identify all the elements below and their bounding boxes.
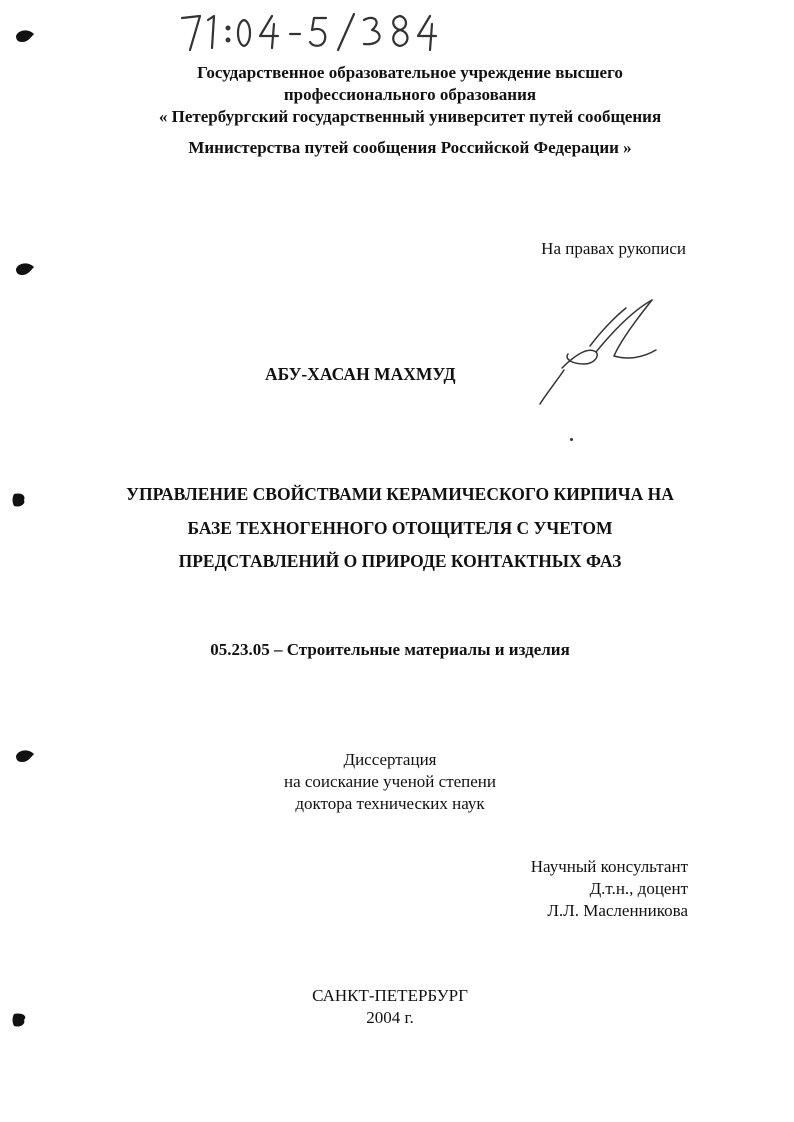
dissertation-type [190,749,590,815]
author-name: АБУ-ХАСАН МАХМУД [265,364,456,384]
title-line-3: ПРЕДСТАВЛЕНИЙ О ПРИРОДЕ КОНТАКТНЫХ ФАЗ [178,551,622,571]
consultant-line-2: Д.т.н., доцент [589,879,688,898]
dissertation-line-1: Диссертация [343,750,437,769]
consultant-line-3: Л.Л. Масленникова [547,901,688,920]
signature-icon [530,290,670,415]
institution-line-2: профессионального образования [283,85,537,104]
punch-mark-icon [14,28,36,44]
dissertation-title [60,478,740,579]
specialty-code: 05.23.05 – Строительные материалы и изделия [210,640,570,659]
punch-mark-icon [14,748,36,764]
handwritten-catalog-number [178,6,478,56]
rights-note: На правах рукописи [541,239,686,258]
institution-line-3: « Петербургский государственный университет путей сообщения [158,107,662,126]
consultant-line-1: Научный консультант [530,857,688,876]
punch-mark-icon [10,1012,32,1028]
title-line-1: УПРАВЛЕНИЕ СВОЙСТВАМИ КЕРАМИЧЕСКОГО КИРПИЧА НА [126,484,674,504]
institution-line-1: Государственное образовательное учреждение высшего [197,63,623,82]
dissertation-line-2: на соискание ученой степени [283,772,497,791]
place-and-year [200,985,580,1029]
title-line-2: БАЗЕ ТЕХНОГЕННОГО ОТОЩИТЕЛЯ С УЧЕТОМ [187,517,613,538]
ministry-line: Министерства путей сообщения Российской Федерации » [188,138,632,157]
year: 2004 г. [366,1008,414,1027]
dissertation-line-3: доктора технических наук [295,794,485,813]
punch-mark-icon [14,261,36,277]
city: САНКТ-ПЕТЕРБУРГ [312,986,468,1005]
punch-mark-icon [10,492,32,508]
scientific-consultant [531,856,688,922]
stray-dot [570,438,573,441]
